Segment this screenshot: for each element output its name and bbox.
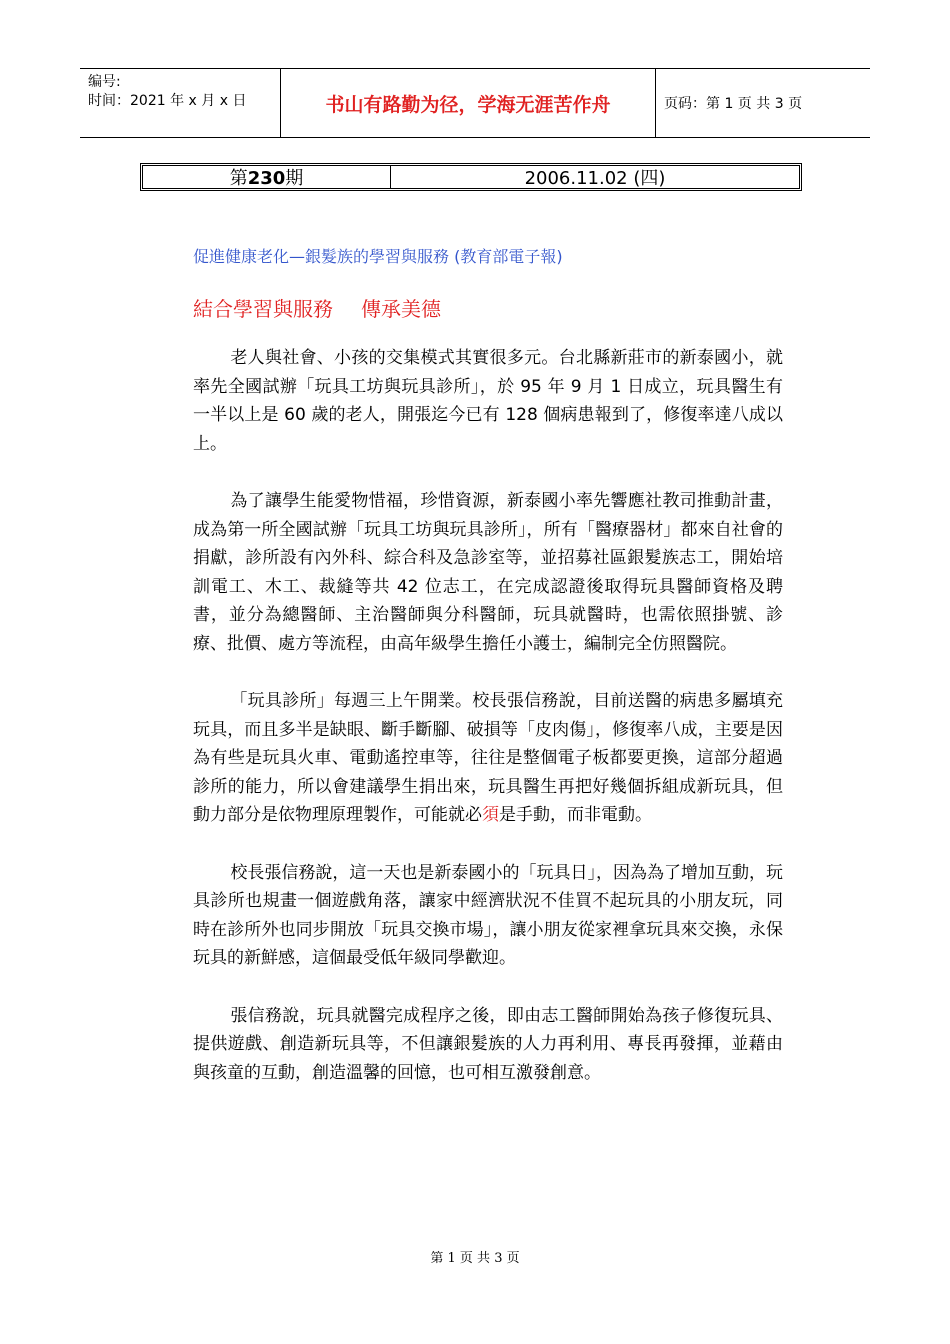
- paragraph-2: 為了讓學生能愛物惜福，珍惜資源，新泰國小率先響應社教司推動計畫，成為第一所全國試辦「玩具工坊與玩具診所」，所有「醫療器材」都來自社會的捐獻，診所設有內外科、綜合科及急診室等，並招募社區銀髮族志工，開始培訓電工、木工、裁縫等共 42 位志工，在完成認證後取得玩具醫師資格及聘書，並分為總醫師、主治醫師與分科醫師，玩具就醫時，也需依照掛號、診療、批價、處方等流程，由高年級學生擔任小護士，編制完全仿照醫院。: [193, 491, 783, 654]
- issue-number: [143, 164, 390, 190]
- issue-date: 2006.11.02 (四): [524, 168, 666, 189]
- issue-suffix: 期: [285, 168, 304, 189]
- motto: 书山有路勤为径，学海无涯苦作舟: [280, 69, 656, 137]
- issue-number-value: 230: [247, 168, 286, 189]
- article-title: [193, 293, 441, 322]
- article-body: [193, 344, 783, 1116]
- paragraph-3-text-b: 是手動，而非電動。: [499, 805, 652, 825]
- header-meta: [80, 69, 280, 137]
- date-label: 时间：2021 年 x 月 x 日: [88, 93, 247, 109]
- paragraph-3: [193, 687, 783, 830]
- document-header: [80, 68, 870, 138]
- issue-banner: [140, 163, 802, 191]
- article-title-part2: 傳承美德: [361, 297, 441, 321]
- article-source: 促進健康老化—銀髮族的學習與服務 (教育部電子報): [193, 247, 563, 266]
- number-label: 编号:: [88, 74, 121, 90]
- page-footer: 第 1 页 共 3 页: [430, 1251, 520, 1266]
- issue-prefix: 第: [229, 168, 248, 189]
- paragraph-1: 老人與社會、小孩的交集模式其實很多元。台北縣新莊市的新泰國小，就率先全國試辦「玩具工坊與玩具診所」，於 95 年 9 月 1 日成立，玩具醫生有一半以上是 60 歲的老人，開張迄今已有 128 個病患報到了，修復率達八成以上。: [193, 348, 783, 454]
- paragraph-4: 校長張信務說，這一天也是新泰國小的「玩具日」，因為為了增加互動，玩具診所也規畫一個遊戲角落，讓家中經濟狀況不佳買不起玩具的小朋友玩，同時在診所外也同步開放「玩具交換市場」，讓小朋友從家裡拿玩具來交換，永保玩具的新鮮感，這個最受低年級同學歡迎。: [193, 862, 783, 968]
- page-indicator: 页码：第 1 页 共 3 页: [664, 96, 803, 112]
- article-title-part1: 結合學習與服務: [193, 297, 333, 321]
- paragraph-3-highlight: 須: [482, 805, 499, 825]
- paragraph-3-text-a: 「玩具診所」每週三上午開業。校長張信務說，目前送醫的病患多屬填充玩具，而且多半是缺眼、斷手斷腳、破損等「皮肉傷」，修復率八成，主要是因為有些是玩具火車、電動遙控車等，往往是整個電子板都要更換，這部分超過診所的能力，所以會建議學生捐出來，玩具醫生再把好幾個拆組成新玩具，但動力部分是依物理原理製作，可能就必: [193, 691, 783, 825]
- paragraph-5: 張信務說，玩具就醫完成程序之後，即由志工醫師開始為孩子修復玩具、提供遊戲、創造新玩具等，不但讓銀髮族的人力再利用、專長再發揮，並藉由與孩童的互動，創造溫馨的回憶，也可相互激發創意。: [193, 1005, 783, 1083]
